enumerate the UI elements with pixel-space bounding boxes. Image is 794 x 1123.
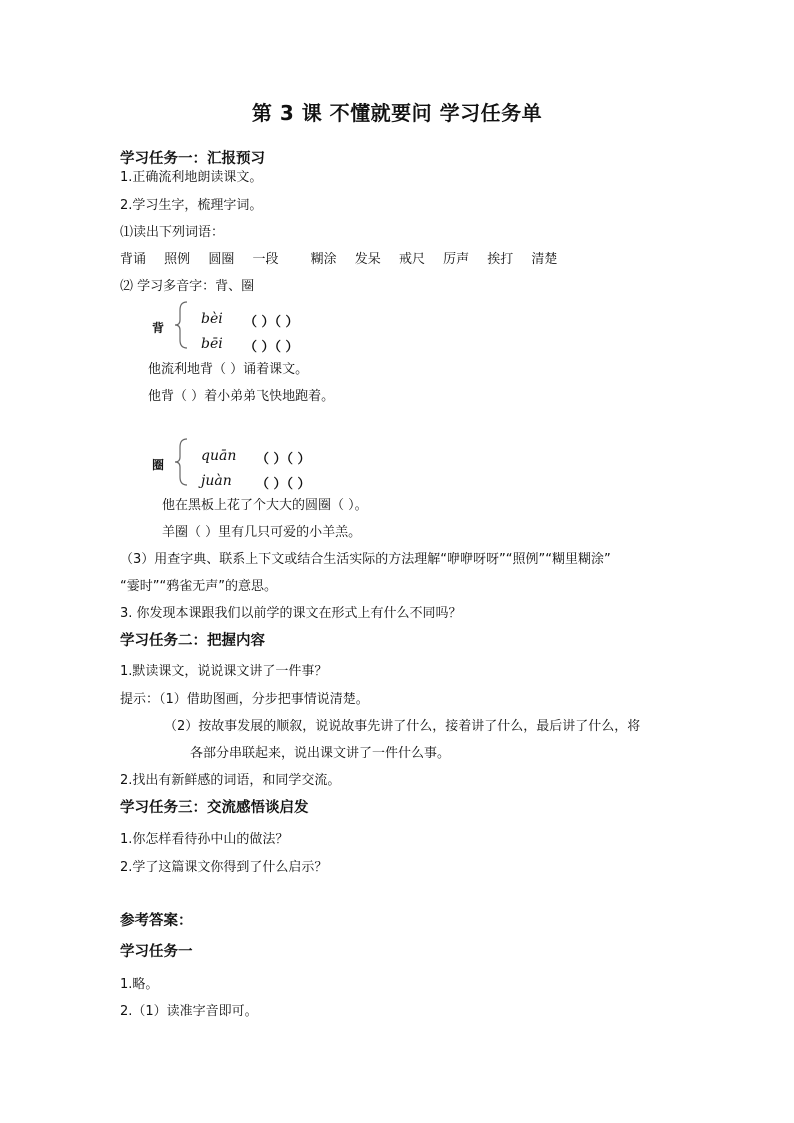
task3-item1: 1.你怎样看待孙中山的做法？ bbox=[120, 832, 289, 847]
pinyin-juan-4: juàn bbox=[201, 473, 232, 489]
sentence-bei-1: 他流利地背（ ）诵着课文。 bbox=[148, 362, 309, 377]
word-item: 一段 bbox=[252, 252, 279, 267]
pinyin-bei-1: bēi bbox=[201, 336, 223, 352]
task2-hint2-line1: （2）按故事发展的顺叙，说说故事先讲了什么，接着讲了什么，最后讲了什么，将 bbox=[164, 719, 641, 734]
task2-heading: 学习任务二：把握内容 bbox=[120, 633, 265, 649]
task3-item2: 2.学了这篇课文你得到了什么启示？ bbox=[120, 860, 328, 875]
blank-parens: （ ）（ ） bbox=[256, 477, 311, 492]
answers-heading: 参考答案： bbox=[120, 913, 193, 929]
task1-item3: 3. 你发现本课跟我们以前学的课文在形式上有什么不同吗？ bbox=[120, 606, 462, 621]
word-item: 清楚 bbox=[531, 252, 558, 267]
blank-parens: （ ）（ ） bbox=[244, 315, 299, 330]
sentence-quan-1: 他在黑板上花了个大大的圆圈（ ）。 bbox=[162, 498, 368, 513]
task1-sub3-line2: “霎时”“鸦雀无声”的意思。 bbox=[120, 579, 277, 594]
task1-sub2: ⑵ 学习多音字：背、圈 bbox=[120, 279, 255, 294]
blank-parens: （ ）（ ） bbox=[256, 452, 311, 467]
word-item: 背诵 bbox=[120, 252, 147, 267]
pinyin-bei-4: bèi bbox=[201, 311, 223, 327]
answers-task1-heading: 学习任务一 bbox=[120, 944, 193, 960]
task2-item1: 1.默读课文，说说课文讲了一件事？ bbox=[120, 664, 328, 679]
task2-hint1: 提示：（1）借助图画，分步把事情说清楚。 bbox=[120, 692, 369, 707]
word-list bbox=[120, 248, 571, 267]
word-item: 糊涂 bbox=[310, 252, 337, 267]
task3-heading: 学习任务三：交流感悟谈启发 bbox=[120, 800, 309, 816]
word-item: 照例 bbox=[164, 252, 191, 267]
brace-quan-icon bbox=[173, 437, 191, 487]
task2-hint2-line2: 各部分串联起来，说出课文讲了一件什么事。 bbox=[190, 746, 451, 761]
brace-bei-icon bbox=[173, 300, 191, 350]
blank-parens: （ ）（ ） bbox=[244, 340, 299, 355]
task1-sub1: ⑴读出下列词语： bbox=[120, 225, 225, 240]
polyphone-char-bei: 背 bbox=[152, 321, 165, 335]
task2-item2: 2.找出有新鲜感的词语，和同学交流。 bbox=[120, 773, 341, 788]
polyphone-char-quan: 圈 bbox=[152, 458, 165, 472]
word-item: 发呆 bbox=[354, 252, 381, 267]
word-item: 厉声 bbox=[443, 252, 470, 267]
task1-item1: 1.正确流利地朗读课文。 bbox=[120, 170, 263, 185]
sentence-bei-2: 他背（ ）着小弟弟飞快地跑着。 bbox=[148, 389, 335, 404]
task1-sub3-line1: （3）用查字典、联系上下文或结合生活实际的方法理解“咿咿呀呀”“照例”“糊里糊涂” bbox=[120, 552, 611, 567]
page-title: 第 3 课 不懂就要问 学习任务单 bbox=[251, 101, 543, 125]
answer-1: 1.略。 bbox=[120, 977, 159, 992]
word-item: 戒尺 bbox=[398, 252, 425, 267]
word-item: 挨打 bbox=[487, 252, 514, 267]
answer-2: 2.（1）读准字音即可。 bbox=[120, 1004, 258, 1019]
word-item: 圆圈 bbox=[208, 252, 235, 267]
sentence-quan-2: 羊圈（ ）里有几只可爱的小羊羔。 bbox=[162, 525, 362, 540]
task1-heading: 学习任务一：汇报预习 bbox=[120, 151, 265, 167]
pinyin-quan-1: quān bbox=[201, 448, 237, 464]
task1-item2: 2.学习生字，梳理字词。 bbox=[120, 198, 263, 213]
